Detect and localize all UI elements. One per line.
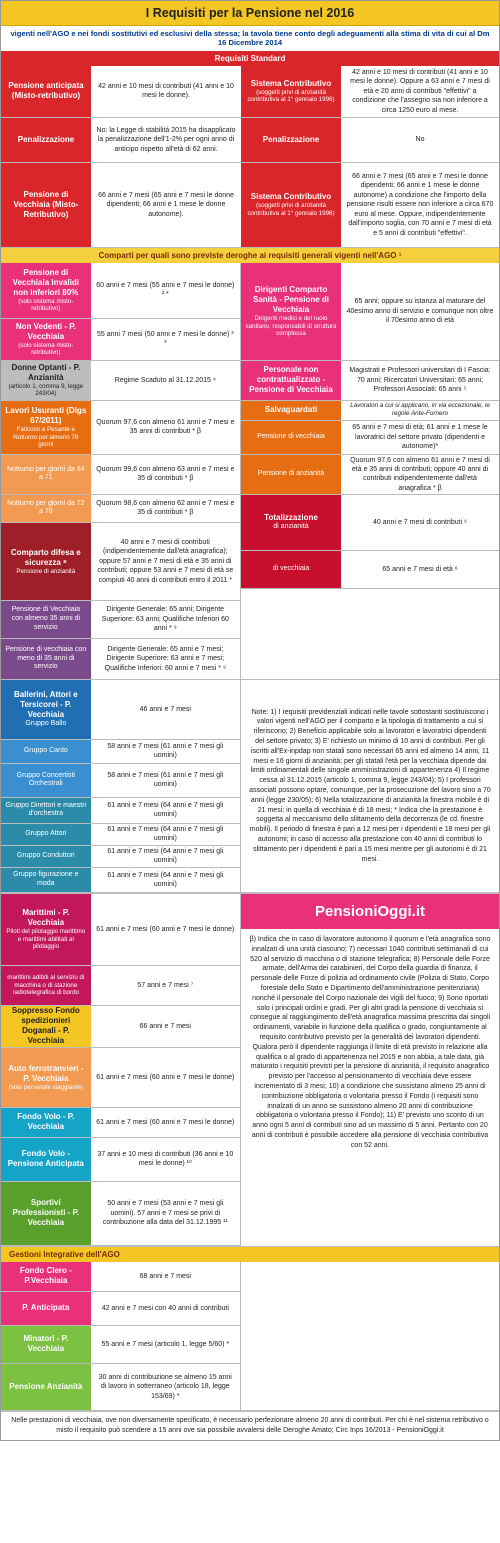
- value-autoferrotranvieri: 61 anni e 7 mesi (60 anni e 7 mesi le donne): [91, 1048, 240, 1107]
- value-pensione-anzianita: 30 anni di contribuzione se almeno 15 anni di lavoro in sotterraneo (articolo 18, legge 153/69) *: [91, 1364, 240, 1410]
- label-salvaguardati: Salvaguardati: [264, 405, 318, 415]
- label-totalizzazione: Totalizzazione: [264, 513, 318, 523]
- label-sistema-contributivo-vecchiaia: Sistema Contributivo: [250, 192, 332, 202]
- section-header-standard: Requisiti Standard: [1, 51, 499, 66]
- footer-note: Nelle prestazioni di vecchiaia, ove non diversamente specificato, è necessario perfezionare almeno 20 anni di contributi. Per chi è nel sistema retributivo o misto il requisito può scendere a 15 anni ove sia possibile avvalersi delle Deroghe Amato; Circ Inps 16/2013 - PensioniOggi.it: [1, 1411, 499, 1440]
- label-fondo-volo-vecchiaia: Fondo Volo - P. Vecchiaia: [17, 1112, 75, 1132]
- value-gruppo-canto: 58 anni e 7 mesi (61 anni e 7 mesi gli uomini): [91, 740, 240, 763]
- value-totalizzazione-anzianita: 40 anni e 7 mesi di contributi ⁶: [341, 495, 499, 550]
- value-invalidi: 60 anni e 7 mesi (55 anni e 7 mesi le donne) ² *: [91, 263, 240, 318]
- label-comparto-sanita: Dirigenti Comparto Sanità - Pensione di Vecchiaia: [252, 284, 329, 314]
- label-totalizzazione-vecchiaia: di vecchiaia: [272, 565, 310, 573]
- label-invalidi: Pensione di Vecchiaia Invalidi non inferiori 80%: [12, 267, 79, 297]
- label-penalizzazione: Penalizzazione: [17, 134, 75, 144]
- label-gruppo-figurazione: Gruppo figurazione e moda: [13, 871, 79, 887]
- value-notturno-72-78: Quorum 98,6 con almeno 62 anni e 7 mesi e 35 di contributi * β: [91, 495, 240, 522]
- value-minatori: 55 anni e 7 mesi (articolo 1, legge 5/60) *: [91, 1326, 240, 1363]
- value-salvaguardati-anzianita: Quorum 97,6 con almeno 61 anni e 7 mesi di età e 35 anni di contributi; oppure 40 anni di contributi indipendentemente dall'età anagrafica * β: [341, 455, 499, 494]
- value-pensione-anticipata: 42 anni e 10 mesi di contributi (41 anni e 10 mesi le donne).: [91, 66, 241, 117]
- label-gruppo-canto: Gruppo Canto: [23, 747, 68, 755]
- label-sistema-contributivo-note: (soggetti privi di anzianità contributiva al 1° gennaio 1996): [247, 88, 335, 104]
- label-notturno-64-71: Notturno per giorni da 64 a 71: [7, 465, 85, 482]
- deroghe-left: [1, 263, 241, 679]
- label-non-vedenti-note: (solo sistema misto-retributivo): [18, 341, 74, 357]
- label-spedizionieri: Soppresso Fondo spedizionieri Doganali - P. Vecchiaia: [11, 1006, 80, 1046]
- value-donne-optanti: Regime Scaduto al 31.12.2015 ⁴: [91, 361, 240, 400]
- value-non-vedenti: 55 anni 7 mesi (50 anni e 7 mesi le donne) ³ *: [91, 319, 240, 360]
- value-gruppo-ballo: 46 anni e 7 mesi: [91, 680, 240, 739]
- label-vecchiaia-35-anni: Pensione di Vecchiaia con almeno 35 anni di servizio: [11, 606, 81, 631]
- page-title: I Requisiti per la Pensione nel 2016: [1, 1, 499, 26]
- label-p-anticipata: P. Anticipata: [22, 1303, 70, 1313]
- value-marittimi-piloti: 61 anni e 7 mesi (60 anni e 7 mesi le donne): [91, 894, 240, 965]
- section-header-deroghe: Comparti per quali sono previste deroghe ai requisiti generali vigenti nell'AGO ¹: [1, 248, 499, 263]
- deroghe-right: [241, 263, 499, 679]
- value-difesa-sicurezza: 40 anni e 7 mesi di contributi (indipendentemente dall'età anagrafica); oppure 57 anni e 7 mesi di età e 35 anni di contributi; oppure 53 anni e 7 mesi di età se compiuti 40 anni di contributi entro il 2011 *: [91, 523, 240, 600]
- value-sportivi: 50 anni e 7 mesi (53 anni e 7 mesi gli uomini). 57 anni e 7 mesi se privi di contribuzione alla data del 31.12.1995 ¹¹: [91, 1182, 240, 1245]
- value-notturno-64-71: Quorum 99,6 con almeno 63 anni e 7 mesi e 35 di contributi * β: [91, 455, 240, 494]
- label-sistema-contributivo: Sistema Contributivo: [250, 78, 332, 88]
- label-non-vedenti: Non Vedenti - P. Vecchiaia: [15, 321, 76, 341]
- label-invalidi-note: (solo sistema misto-retributivo): [18, 297, 74, 313]
- page-subtitle: vigenti nell'AGO e nei fondi sostitutivi ed esclusivi della stessa; la tavola tiene conto degli adeguamenti alla stima di vita di cui al Dm 16 Dicembre 2014: [1, 26, 499, 51]
- std-row-vecchiaia: [1, 163, 499, 248]
- label-fondo-volo-anticipata: Fondo Volo - Pensione Anticipata: [7, 1149, 84, 1169]
- label-penalizzazione-contributivo: Penalizzazione: [262, 134, 320, 144]
- value-gruppo-concertisti: 58 anni e 7 mesi (61 anni e 7 mesi gli uomini): [91, 764, 240, 797]
- value-personale-non-contrattualizzato: Magistrati e Professori universitari di I Fascia: 70 anni; Ricercatori Universitari: 65 anni; Professori Associati: 65 anni ⁵: [341, 361, 499, 400]
- std-row-anticipata: [1, 66, 499, 118]
- value-fondo-clero: 68 anni e 7 mesi: [91, 1262, 240, 1291]
- value-marittimi-macchina: 57 anni e 7 mesi ⁷: [91, 966, 240, 1005]
- value-gruppo-direttori: 61 anni e 7 mesi (64 anni e 7 mesi gli uomini): [91, 798, 240, 823]
- std-row-penalizzazione: [1, 118, 499, 163]
- label-vecchiaia-meno-35: Pensione di vecchiaia con meno di 35 anni di servizio: [5, 645, 87, 671]
- value-penalizzazione-contributivo: No: [341, 118, 499, 162]
- label-sportivi: Sportivi Professionisti - P. Vecchiaia: [12, 1198, 80, 1228]
- label-gruppo-ballo: Gruppo Ballo: [25, 720, 67, 728]
- value-sistema-contributivo-vecchiaia: 66 anni e 7 mesi (65 anni e 7 mesi le donne dipendenti; 66 anni e 1 mese le donne autonome) a condizione che l'importo della pensione risulti essere non inferiore a circa 670 euro al mese. Oppure, indipendentemente dall'importo soglia, con 70 anni e 7 mesi di età e 5 anni di contributi "effettivi".: [341, 163, 499, 247]
- label-lavori-usuranti: Lavori Usuranti (Dlgs 67/2011): [5, 405, 87, 425]
- integrative-block: [1, 1262, 499, 1411]
- value-sistema-contributivo-anticipata: 42 anni e 10 mesi di contributi (41 anni e 10 mesi le donne). Oppure a 63 anni e 7 mesi di età e 20 anni di contributi "effettivi" a condizione che l'assegno sia non inferiore a circa 1250 euro al mese.: [341, 66, 499, 117]
- label-difesa-sicurezza-note: Pensione di anzianità: [16, 567, 76, 575]
- section-header-integrative: Gestioni Integrative dell'AGO: [1, 1247, 499, 1262]
- label-sistema-contributivo-vecchiaia-note: (soggetti privi di anzianità contributiva al 1° gennaio 1996): [247, 202, 335, 217]
- label-donne-optanti-note: (articolo 1, comma 9, legge 243/04): [8, 382, 84, 398]
- label-salvaguardati-anzianita: Pensione di anzianità: [257, 470, 325, 478]
- notes-2: β) Indica che in caso di lavoratore autonomo il quorum e l'età anagrafica sono innalzati di una unità ciascuno; 7) necessari 1040 contributi settimanali di cui 520 al servizio di macchina o di stazione telegrafica; 8) Personale delle Forze armate, dell'Arma dei carabinieri, del Corpo della guardia di finanza, il personale delle Forze di polizia ad ordinamento civile (Polizia di Stato, Corpo forestale dello Stato e Dipartimento dell'amministrazione penitenziaria) nonché il personale del Corpo nazionale dei vigili del fuoco; 9) Sono riportati solo i principali ordini e gradi. Per gli altri gradi la pensione di vecchiaia si consegue al raggiungimento dell'età anagrafica massima prescritta dai singoli ordinamenti, variabile in funzione della qualifica o grado, congiuntamente al requisito contributivo previsto per la generalità dei lavoratori dipendenti. Qualora però il dipendente raggiunga il limite di età previsto in relazione alla qualifica o al grado di appartenenza nel 2015 e non abbia, a tale data, già maturato i requisiti previsti per la pensione di anzianità, il requisito anagrafico previsto per l'accesso al pensionamento di vecchiaia deve essere incrementato di 3 mesi; 10) a condizione che sussistano almeno 25 anni di contribuzione obbligatoria o volontaria presso il Fondo (i requisiti sono innalzati di un anno se sussistono almeno 20 anni di contribuzione obbligatoria o volontaria presso il Fondo); 11) E' previsto uno sconto di un anno ogni 5 anni di contributi sino ad un massimo di 5 anni. Pertanto con 20 anni di contributi è possibile accedere alla pensione di vecchiaia contributiva con 52 anni.: [249, 935, 491, 1149]
- value-p-anticipata: 42 anni e 7 mesi con 40 anni di contributi: [91, 1292, 240, 1325]
- value-salvaguardati-vecchiaia: 65 anni e 7 mesi di età; 61 anni e 1 mese le lavoratrici del settore privato (dipendenti e autonome)*: [341, 421, 499, 454]
- label-notturno-72-78: Notturno per giorni da 72 a 78: [7, 499, 85, 516]
- label-minatori: Minatori - P. Vecchiaia: [23, 1334, 69, 1354]
- label-donne-optanti: Donne Optanti - P. Anzianità: [11, 362, 81, 382]
- value-penalizzazione: No: la Legge di stabilità 2015 ha disapplicato la penalizzazione dell'1-2% per ogni anno di anticipo rispetto all'età di 62 anni.: [91, 118, 241, 162]
- label-difesa-sicurezza: Comparto difesa e sicurezza ⁸: [10, 547, 81, 567]
- label-autoferrotranvieri: Auto ferrotranvieri - P. Vecchiaia: [8, 1063, 84, 1083]
- label-marittimi-note: Piloti del pilotaggio marittimo e marittimi abilitati al pilotaggio: [6, 927, 86, 951]
- value-totalizzazione-vecchiaia: 65 anni e 7 mesi di età ⁶: [341, 551, 499, 588]
- value-vecchiaia-35-anni: Dirigente Generale: 65 anni; Dirigente Superiore: 63 anni; Qualifiche Inferiori 60 anni * ⁹: [91, 601, 240, 638]
- label-fondo-clero: Fondo Clero - P.Vecchiaia: [19, 1266, 72, 1286]
- label-gruppo-direttori: Gruppo Direttori e maestri d'orchestra: [5, 801, 87, 818]
- value-salvaguardati-note: Lavoratori a cui si applicano, in via eccezionale, le regole Ante-Fornero: [341, 401, 499, 420]
- label-pensione-anticipata: Pensione anticipata (Misto-retributivo): [8, 81, 84, 101]
- label-totalizzazione-anzianita: di anzianità: [273, 523, 309, 531]
- deroghe-block: [1, 263, 499, 680]
- value-gruppo-conduttori: 61 anni e 7 mesi (64 anni e 7 mesi gli uomini): [91, 846, 240, 867]
- value-lavori-usuranti: Quorum 97,6 con almeno 61 anni e 7 mesi e 35 anni di contributi * β: [91, 401, 240, 454]
- label-salvaguardati-vecchiaia: Pensione di vecchiaia: [257, 433, 325, 441]
- value-pensione-vecchiaia: 66 anni e 7 mesi (65 anni e 7 mesi le donne dipendenti; 66 anni e 1 mese le donne autonome).: [91, 163, 241, 247]
- notes-1: Note: 1) I requisiti previdenziali indicati nelle tavole sottostanti sostituiscono i valori vigenti nell'AGO per il comparto e la tipologia di trattamento a cui si riferiscono; 2) Beneficio applicabile solo ai lavoratori e lavoratrici dipendenti del settore privato; 3) E' richiesto un minimo di 10 anni di contributi. Per gli iscritti all'Ex-inpdap non statali sono necessari 65 anni ed almeno 14 anni, 11 mesi e 16 giorni di anzianità; per gli statali l'età per la vecchiaia dipende dai limiti ordinamentali delle singole amministrazioni di appartenenza 4) Il regime cessa al 31.12.2015 (articolo 1, comma 9, legge 243/04); 5) I professori associati possono optare, comunque, per la prosecuzione del lavoro sino a 70 anni (legge 230/05); 6) Nella totalizzazione di anzianità la finestra mobile è di 21 mesi; in quella di vecchiaia è di 18 mesi; * Indica che la prestazione è soggetta al meccanismo dello slittamento della decorrenza (le cd. finestre mobili). Il periodo di finestra è pari a 12 mesi per i dipendenti e 18 mesi per gli autonomi; in caso di accesso alla prestazione con 40 anni di contributi lo slittamento per i dipendenti è pari a 15 mesi mentre per gli autonomi è di 21 mesi.: [249, 708, 491, 863]
- value-gruppo-figurazione: 61 anni e 7 mesi (64 anni e 7 mesi gli uomini): [91, 868, 240, 892]
- label-gruppo-attori: Gruppo Attori: [25, 830, 67, 838]
- label-pensione-vecchiaia: Pensione di Vecchiaia (Misto-Retributivo): [13, 189, 79, 219]
- label-personale-non-contrattualizzato: Personale non contrattualizzato - Pensione di Vecchiaia: [249, 365, 333, 395]
- value-gruppo-attori: 61 anni e 7 mesi (64 anni e 7 mesi gli uomini): [91, 824, 240, 845]
- label-gruppo-conduttori: Gruppo Conduttori: [17, 852, 75, 860]
- label-pensione-anzianita: Pensione Anzianità: [9, 1381, 83, 1391]
- value-spedizionieri: 66 anni e 7 mesi: [91, 1006, 240, 1047]
- label-gruppo-concertisti: Gruppo Concertisti Orchestrali: [16, 771, 75, 788]
- value-fondo-volo-anticipata: 37 anni e 10 mesi di contributi (36 anni e 10 mesi le donne) ¹⁰: [91, 1138, 240, 1181]
- label-lavori-usuranti-note: Faticoso e Pesante e Notturno per almeno 78 giorni: [13, 425, 79, 449]
- label-marittimi: Marittimi - P. Vecchiaia: [22, 907, 70, 927]
- value-vecchiaia-meno-35: Dirigente Generale: 65 anni e 7 mesi; Dirigente Superiore: 63 anni e 7 mesi; Qualifiche Inferiori: 60 anni e 7 mesi * ⁹: [91, 639, 240, 679]
- label-autoferrotranvieri-note: (solo personale viaggiante): [8, 1083, 83, 1091]
- value-comparto-sanita: 65 anni; oppure su istanza al maturare del 40esimo anno di servizio e comunque non oltre il 70esimo anno di età: [341, 263, 499, 360]
- brand-logo: PensioniOggi.it: [241, 894, 499, 929]
- ballo-block: [1, 680, 499, 893]
- value-fondo-volo-vecchiaia: 61 anni e 7 mesi (60 anni e 7 mesi le donne): [91, 1108, 240, 1137]
- misc-block: [1, 893, 499, 1247]
- label-comparto-sanita-note: Dirigenti medici e del ruolo sanitario, responsabili di struttura complessa: [245, 314, 337, 338]
- label-ballerini: Ballerini, Attori e Tersicorei - P. Vecchiaia: [13, 690, 78, 720]
- label-marittimi-macchina: marittimi adibiti al servizio di macchina o di stazione radiotelegrafica di bordo: [7, 973, 85, 997]
